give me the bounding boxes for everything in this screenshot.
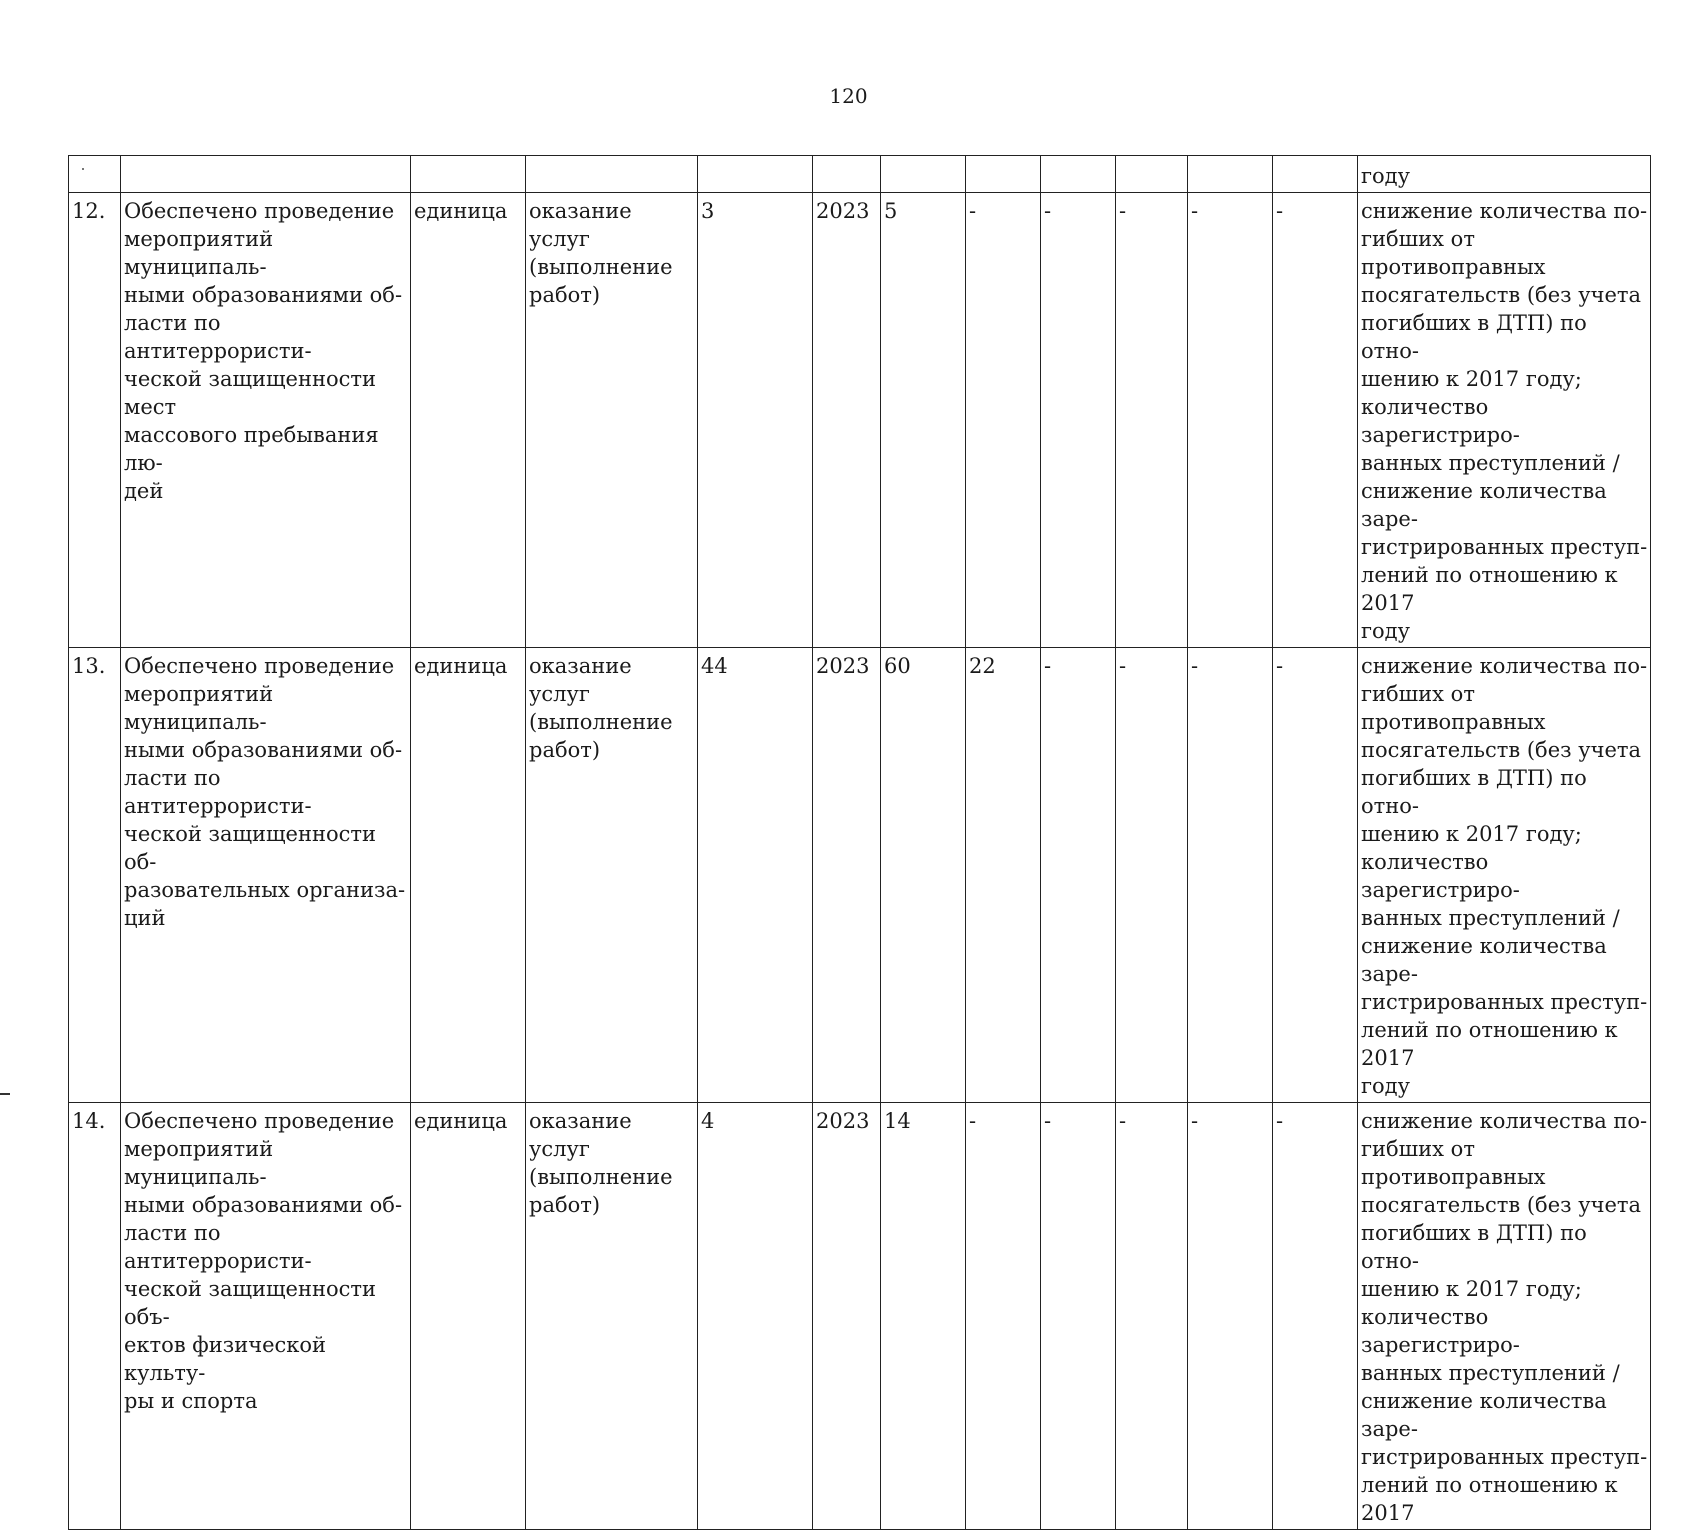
cell-unit xyxy=(411,156,526,193)
value-3: - xyxy=(1041,193,1116,648)
value-1: 5 xyxy=(881,193,966,648)
cell-v1 xyxy=(881,156,966,193)
carry-over-row xyxy=(69,156,1651,193)
result-type: оказание услуг (выполнение работ) xyxy=(526,1103,698,1530)
value-2: - xyxy=(966,193,1041,648)
value-4: - xyxy=(1116,193,1188,648)
table-row xyxy=(69,1103,1651,1530)
value-1: 60 xyxy=(881,648,966,1103)
value-5: - xyxy=(1188,193,1273,648)
value-1: 14 xyxy=(881,1103,966,1530)
result-type: оказание услуг (выполнение работ) xyxy=(526,648,698,1103)
cell-v3 xyxy=(1041,156,1116,193)
scan-edge-mark xyxy=(0,1093,10,1095)
base-year: 2023 xyxy=(813,648,881,1103)
row-number: 12. xyxy=(69,193,121,648)
base-value: 3 xyxy=(698,193,813,648)
cell-type xyxy=(526,156,698,193)
base-value: 4 xyxy=(698,1103,813,1530)
measures-table xyxy=(68,155,1651,1530)
value-5: - xyxy=(1188,648,1273,1103)
measure-description: Обеспечено проведение мероприятий муниципаль- ными образованиями об- ласти по антитеррористи- ческой защищенности об- разовательных организа- ций xyxy=(121,648,411,1103)
page-number: 120 xyxy=(829,84,868,108)
scan-speck xyxy=(82,168,84,170)
linked-indicator: снижение количества по- гибших от противоправных посягательств (без учета погибших в ДТП) по отно- шению к 2017 году; количество зарегистриро- ванных преступлений / снижение количества заре- гистрированных преступ- лений по отношению к 2017 году xyxy=(1358,193,1651,648)
cell-base-value xyxy=(698,156,813,193)
linked-indicator: снижение количества по- гибших от противоправных посягательств (без учета погибших в ДТП) по отно- шению к 2017 году; количество зарегистриро- ванных преступлений / снижение количества заре- гистрированных преступ- лений по отношению к 2017 xyxy=(1358,1103,1651,1530)
cell-v4 xyxy=(1116,156,1188,193)
base-year: 2023 xyxy=(813,1103,881,1530)
value-6: - xyxy=(1273,193,1358,648)
unit-of-measure: единица xyxy=(411,193,526,648)
value-3: - xyxy=(1041,1103,1116,1530)
cell-v2 xyxy=(966,156,1041,193)
table-row xyxy=(69,193,1651,648)
value-6: - xyxy=(1273,1103,1358,1530)
measure-description: Обеспечено проведение мероприятий муниципаль- ными образованиями об- ласти по антитеррористи- ческой защищенности мест массового пребывания лю- дей xyxy=(121,193,411,648)
base-value: 44 xyxy=(698,648,813,1103)
row-number: 13. xyxy=(69,648,121,1103)
value-6: - xyxy=(1273,648,1358,1103)
cell-v6 xyxy=(1273,156,1358,193)
unit-of-measure: единица xyxy=(411,1103,526,1530)
cell-num xyxy=(69,156,121,193)
table-row xyxy=(69,648,1651,1103)
result-type: оказание услуг (выполнение работ) xyxy=(526,193,698,648)
measure-description: Обеспечено проведение мероприятий муниципаль- ными образованиями об- ласти по антитеррористи- ческой защищенности объ- ектов физической культу- ры и спорта xyxy=(121,1103,411,1530)
base-year: 2023 xyxy=(813,193,881,648)
row-number: 14. xyxy=(69,1103,121,1530)
cell-base-year xyxy=(813,156,881,193)
value-2: 22 xyxy=(966,648,1041,1103)
cell-v5 xyxy=(1188,156,1273,193)
value-2: - xyxy=(966,1103,1041,1530)
value-5: - xyxy=(1188,1103,1273,1530)
linked-indicator: снижение количества по- гибших от противоправных посягательств (без учета погибших в ДТП) по отно- шению к 2017 году; количество зарегистриро- ванных преступлений / снижение количества заре- гистрированных преступ- лений по отношению к 2017 году xyxy=(1358,648,1651,1103)
cell-description xyxy=(121,156,411,193)
unit-of-measure: единица xyxy=(411,648,526,1103)
value-4: - xyxy=(1116,648,1188,1103)
cell-indicator: году xyxy=(1358,156,1651,193)
value-3: - xyxy=(1041,648,1116,1103)
value-4: - xyxy=(1116,1103,1188,1530)
